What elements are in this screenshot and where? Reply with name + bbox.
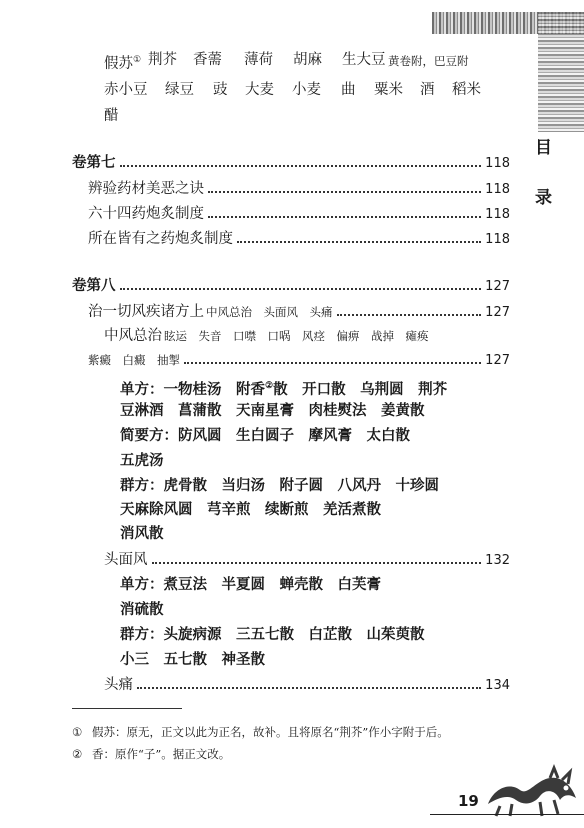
toc-page: 132	[485, 553, 510, 568]
toc-page: 134	[485, 678, 510, 693]
qun-line-1: 群方：虎骨散 当归汤 附子圆 八风丹 十珍圆	[120, 477, 439, 494]
jian-line-1: 简要方：防风圆 生白圆子 摩风膏 太白散	[120, 427, 410, 444]
herb-xiangru: 香薷	[193, 52, 222, 68]
herb-damai: 大麦	[245, 82, 274, 98]
vol8-page: 127	[485, 279, 510, 294]
toc-page: 118	[485, 232, 510, 247]
tmf-qun-line-1: 群方：头旋病源 三五七散 白芷散 山茱萸散	[120, 626, 425, 643]
herb-lvdou: 绿豆	[165, 82, 194, 98]
footnote-mark: ②	[72, 747, 83, 761]
footnote-mark-1: ①	[133, 55, 142, 65]
zf-head-sub: 眩运 失音 口噤 口㖞 风痉 偏痹 战掉 瘫痪	[164, 329, 429, 343]
toc-item-feng[interactable]	[88, 302, 510, 323]
qun-line-3: 消风散	[120, 525, 164, 542]
tmf-dan-line-2: 消硫散	[120, 601, 164, 618]
herb-jiu: 酒	[420, 82, 435, 98]
footnote-2-text: 香：原作“子”。据正文改。	[92, 747, 231, 761]
footnote-mark: ①	[72, 725, 83, 739]
vol8-title: 卷第八	[72, 277, 116, 294]
footnote-1-text: 假苏：原无，正文以此为正名，故补。且将原名“荆芥”作小字附于后。	[92, 725, 449, 739]
herb-sumi: 粟米	[374, 82, 403, 98]
toc-item-toutong[interactable]	[104, 675, 510, 696]
toc-label: 辨验药材美恶之诀	[88, 181, 204, 197]
toc-label: 治一切风疾诸方上	[88, 304, 204, 320]
page-number: 19	[458, 792, 479, 810]
herb-shengdadou: 生大豆	[342, 52, 386, 68]
herb-attach-note: 黄卷附，巴豆附	[388, 54, 469, 68]
qun-line-2: 天麻除风圆 芎辛煎 续断煎 羌活煮散	[120, 501, 381, 518]
side-title-lu: 录	[535, 188, 552, 208]
dragon-ornament	[480, 760, 584, 818]
dan-line-2: 豆淋酒 菖蒲散 天南星膏 肉桂熨法 姜黄散	[120, 402, 425, 419]
herb-xiaomai: 小麦	[292, 82, 321, 98]
toc-vol8[interactable]	[72, 276, 510, 297]
toc-page: 127	[485, 353, 510, 368]
toc-item-liushisi[interactable]	[88, 204, 510, 225]
toc-sublabel: 中风总治 头面风 头痛	[206, 305, 333, 319]
toc-item-bianyan[interactable]	[88, 179, 510, 200]
side-title-mu: 目	[535, 138, 552, 158]
tmf-qun-line-2: 小三 五七散 神圣散	[120, 651, 265, 668]
herb-daomi: 稻米	[452, 82, 481, 98]
zf-head-line	[104, 326, 429, 346]
toc-page: 127	[485, 305, 510, 320]
jian-line-2: 五虎汤	[120, 452, 164, 469]
side-decoration	[538, 12, 584, 132]
herb-jiasu: 假苏	[104, 55, 133, 72]
toc-item-toumianfeng[interactable]	[104, 550, 510, 571]
page-number-rule	[430, 814, 584, 815]
herb-cu: 醋	[104, 108, 119, 124]
toc-page: 118	[485, 182, 510, 197]
footnote-1	[72, 724, 82, 740]
herb-bohe: 薄荷	[244, 52, 273, 68]
herb-line-1	[104, 50, 141, 74]
toc-vol7[interactable]	[72, 153, 510, 174]
dan-line-1: 单方：一物桂汤 附香②散 开口散 乌荆圆 荆芥	[120, 380, 448, 398]
toc-item-zhongfeng[interactable]	[88, 350, 510, 371]
tmf-dan-line-1: 单方：煮豆法 半夏圆 蝉壳散 白芙膏	[120, 576, 381, 593]
herb-chixiaodou: 赤小豆	[104, 82, 148, 98]
zf-line2: 紫癜 白癜 抽掣	[88, 353, 180, 367]
toc-label: 头痛	[104, 677, 133, 693]
vol7-page: 118	[485, 156, 510, 171]
footnote-divider	[72, 708, 182, 709]
toc-label: 头面风	[104, 552, 148, 568]
footnote-2	[72, 746, 82, 762]
toc-label: 六十四药炮炙制度	[88, 206, 204, 222]
zf-head: 中风总治	[104, 328, 162, 344]
herb-chi: 豉	[213, 82, 228, 98]
herb-huma: 胡麻	[293, 52, 322, 68]
herb-qu: 曲	[341, 82, 356, 98]
vol7-title: 卷第七	[72, 154, 116, 171]
herb-jingjie: 荆芥	[148, 52, 177, 68]
toc-label: 所在皆有之药炮炙制度	[88, 231, 233, 247]
footnote-mark-2: ②	[265, 381, 274, 391]
toc-page: 118	[485, 207, 510, 222]
toc-item-suozai[interactable]	[88, 229, 510, 250]
